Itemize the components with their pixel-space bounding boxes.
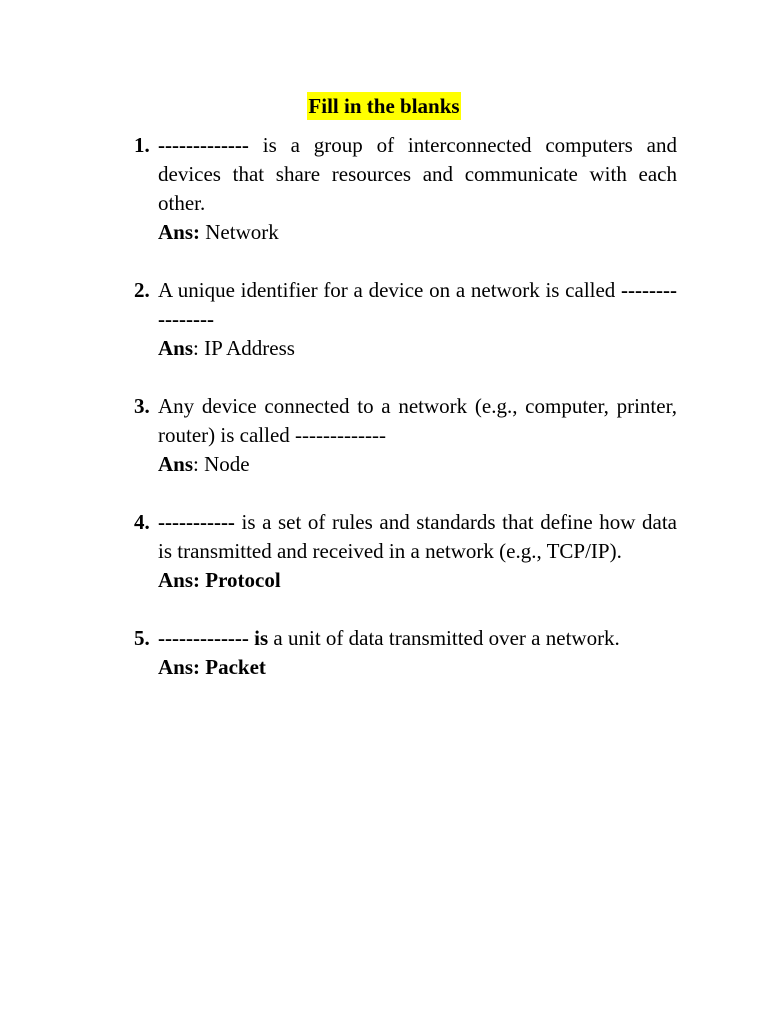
answer-value: : IP Address (193, 336, 295, 360)
blank: ------------- (158, 133, 249, 157)
blank: ---------------- (158, 278, 677, 331)
question-item-5 (134, 624, 677, 682)
blank: ------------- is (158, 626, 269, 650)
question-text (158, 131, 677, 218)
answer-value: Network (200, 220, 279, 244)
question-number: 3. (134, 394, 150, 418)
answer-label: Ans: Packet (158, 655, 266, 679)
question-item-4 (134, 508, 677, 595)
page-title: Fill in the blanks (308, 94, 460, 118)
answer-label: Ans: (158, 220, 201, 244)
answer-line (158, 566, 677, 595)
question-list (134, 131, 677, 711)
question-text-before: Any device connected to a network (e.g., computer, printer, router) is called ------------- (158, 394, 677, 447)
answer-label: Ans (158, 452, 194, 476)
question-text (158, 624, 677, 653)
question-item-3 (134, 392, 677, 479)
answer-line (158, 218, 677, 247)
question-text (158, 508, 677, 566)
question-number: 2. (134, 278, 150, 302)
question-text-after: is a group of interconnected computers and devices that share resources and communicate with each other. (158, 133, 677, 215)
answer-line (158, 334, 677, 363)
answer-label: Ans: Protocol (158, 568, 281, 592)
question-text (158, 276, 677, 334)
question-number: 4. (134, 510, 150, 534)
question-number: 5. (134, 626, 150, 650)
answer-line (158, 653, 677, 682)
answer-label: Ans (158, 336, 194, 360)
question-item-2 (134, 276, 677, 363)
title-container (0, 92, 768, 120)
question-text-before: A unique identifier for a device on a network is called (158, 278, 622, 302)
blank: ----------- (158, 510, 235, 534)
question-number: 1. (134, 133, 150, 157)
answer-value: : Node (193, 452, 250, 476)
question-text-after: a unit of data transmitted over a network. (268, 626, 620, 650)
question-item-1 (134, 131, 677, 247)
answer-line (158, 450, 677, 479)
question-text (158, 392, 677, 450)
question-text-after: is a set of rules and standards that define how data is transmitted and received in a network (e.g., TCP/IP). (158, 510, 677, 563)
